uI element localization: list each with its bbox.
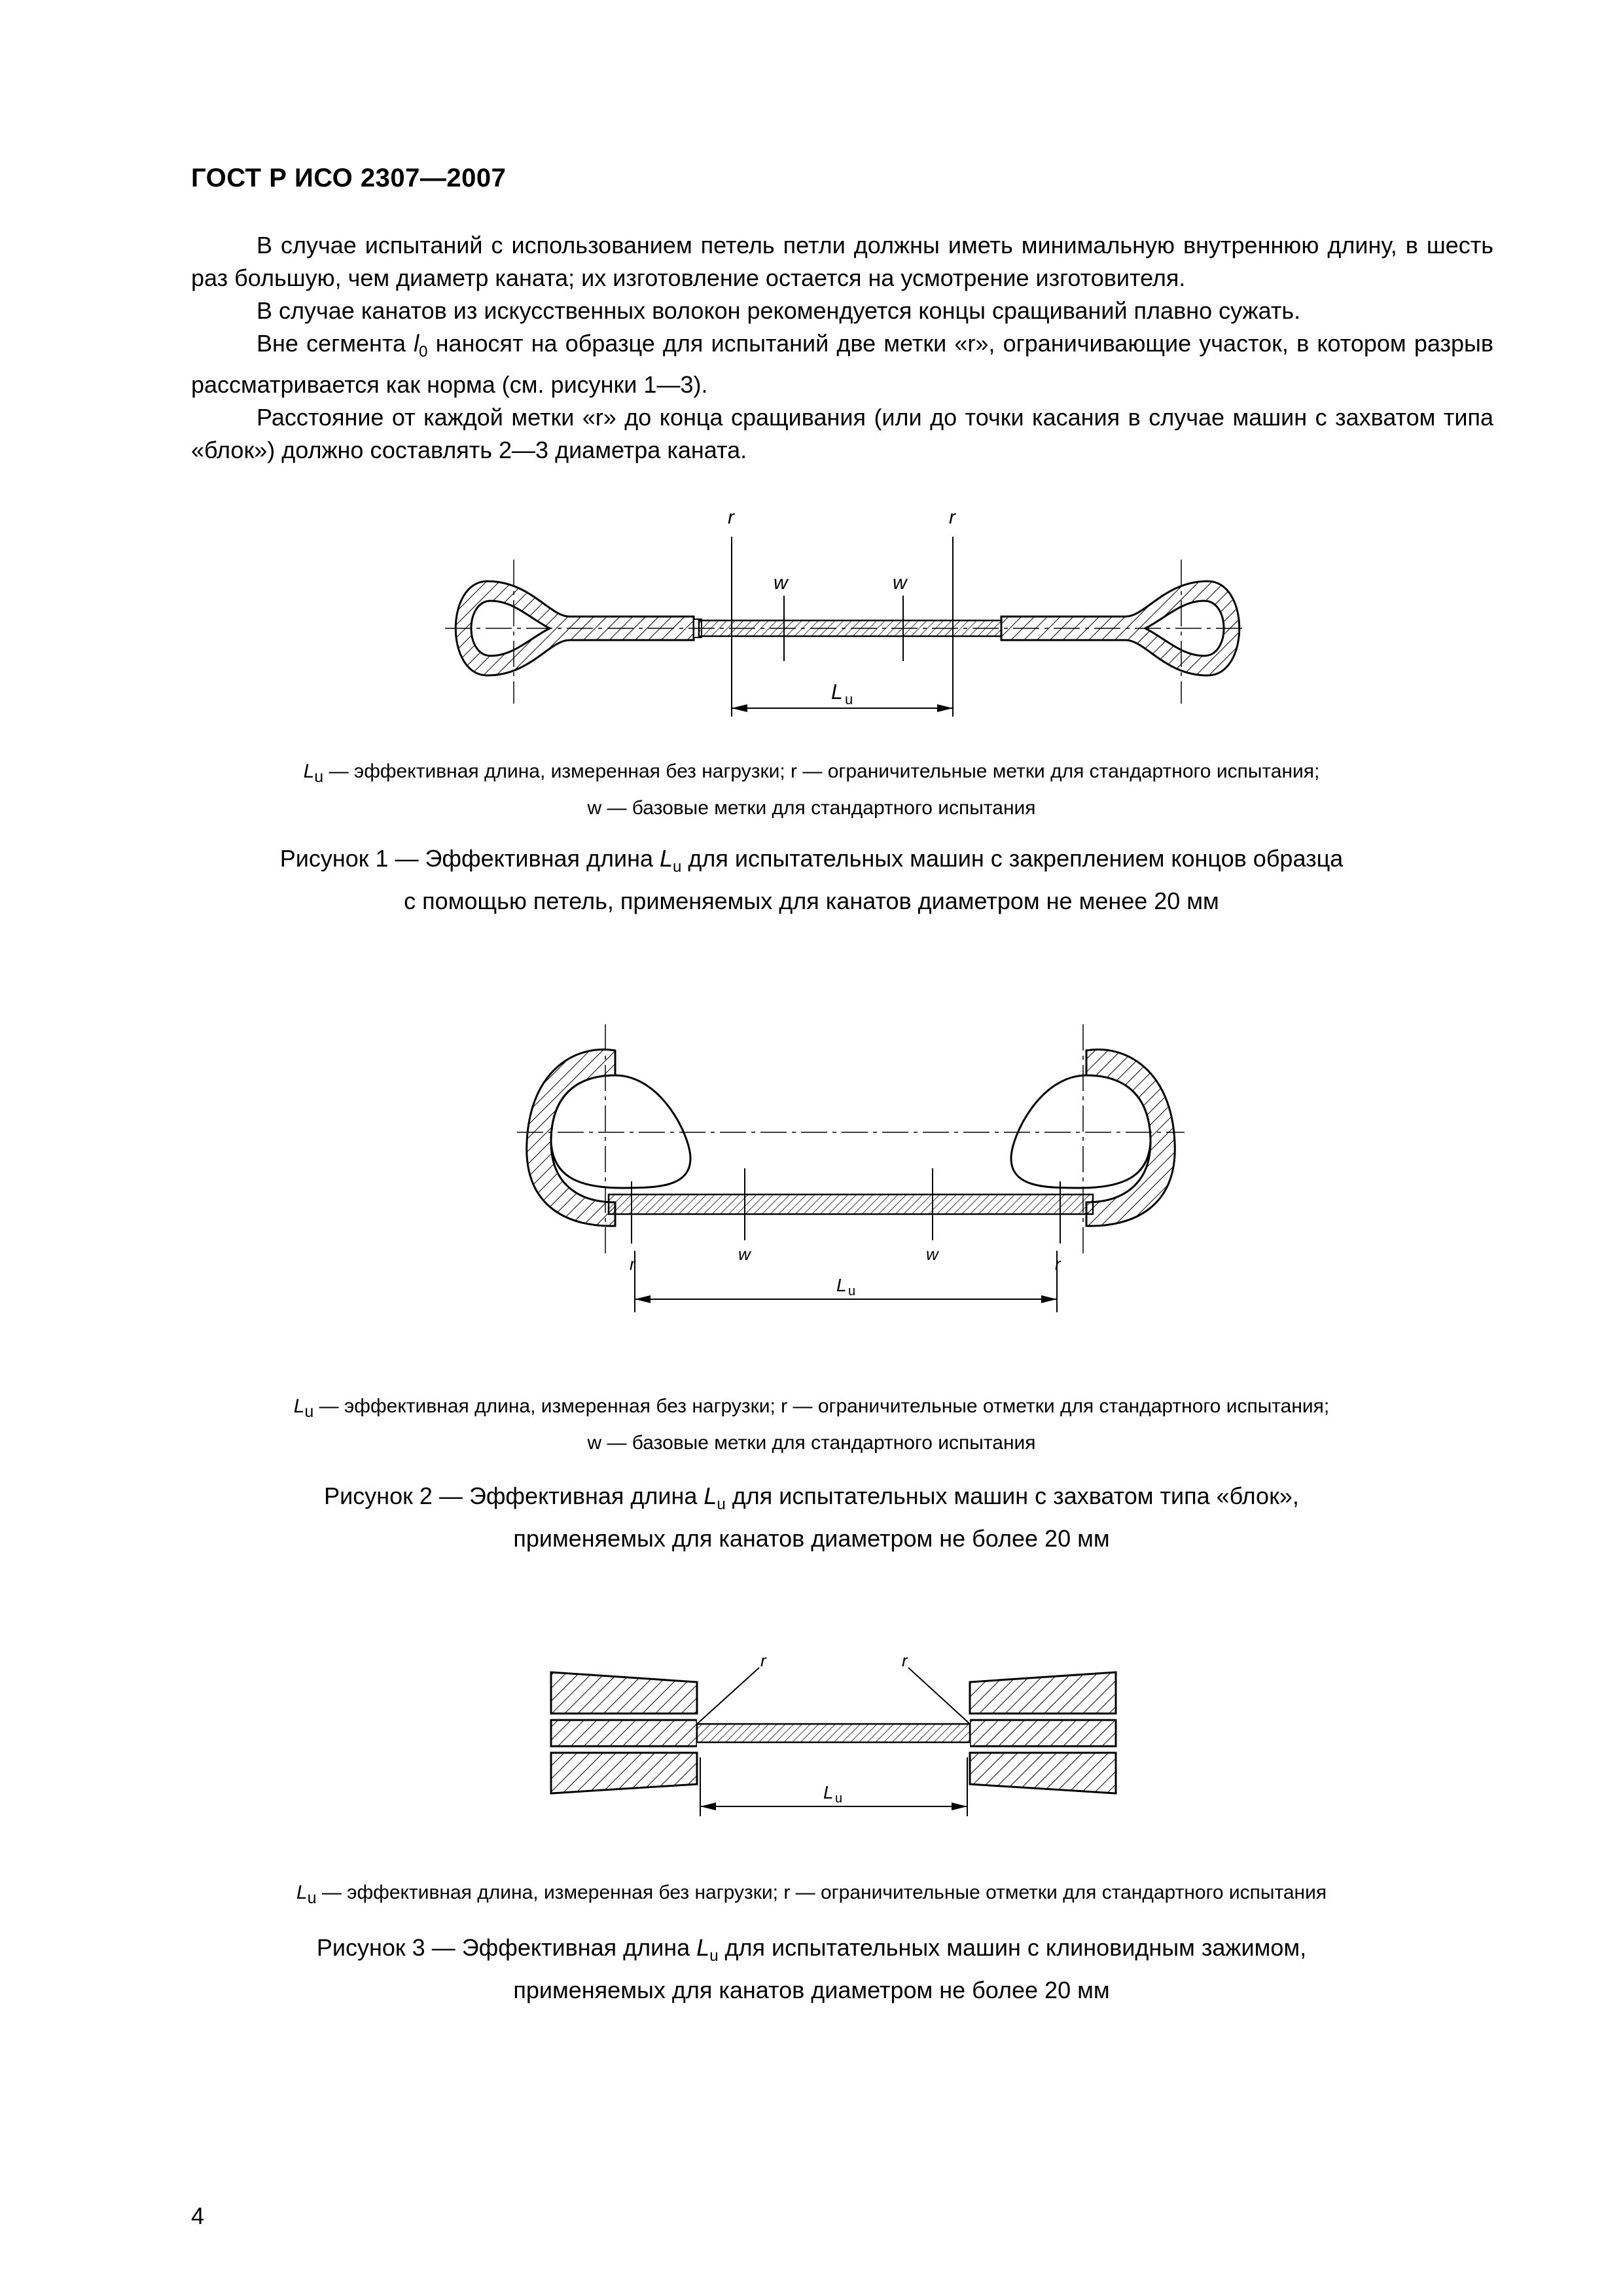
fig3-caption: Рисунок 3 — Эффективная длина $L_u$ для испытательных машин с клиновидным зажимом, применяемых для канатов диаметром не более 20 мм (0, 1931, 1623, 2007)
fig3-caption-line2: применяемых для канатов диаметром не более 20 мм (513, 1977, 1110, 2004)
paragraph-1: В случае испытаний с использованием петель петли должны иметь минимальную внутреннюю длину, в шесть раз большую, чем диаметр каната; их изготовление остается на усмотрение изготовителя. (191, 232, 1493, 291)
paragraph-4: Расстояние от каждой метки «r» до конца сращивания (или до точки касания в случае машин с захватом типа «блок») должно составлять 2—3 диаметра каната. (191, 404, 1493, 464)
fig3-left-wedge (551, 1672, 697, 1793)
fig2-rope (609, 1194, 1093, 1214)
fig1-label-w-right: w (893, 572, 907, 594)
fig1-caption: Рисунок 1 — Эффективная длина $L_u$ для испытательных машин с закреплением концов образца с помощью петель, применяемых для канатов диаметром не менее 20 мм (0, 842, 1623, 918)
document-header: ГОСТ Р ИСО 2307—2007 (191, 164, 507, 192)
fig3-label-r-left: r (760, 1651, 766, 1670)
fig1-caption-line2: с помощью петель, применяемых для канатов диаметром не менее 20 мм (404, 888, 1219, 915)
fig1-label-lu-sub: u (845, 691, 853, 708)
p3-before: Вне сегмента (257, 330, 414, 357)
fig3-label-lu-sub: u (835, 1791, 843, 1806)
figure-3-drawing (0, 1643, 1623, 1826)
fig2-caption-line2: применяемых для канатов диаметром не более 20 мм (513, 1525, 1110, 1552)
paragraph-3 (191, 327, 1493, 401)
fig2-label-r-right: r (1055, 1254, 1061, 1274)
fig1-label-w-left: w (774, 572, 788, 594)
fig2-legend-line2: w — базовые метки для стандартного испытания (587, 1432, 1036, 1454)
fig2-legend-line1: — эффективная длина, измеренная без нагрузки; r — ограничительные отметки для стандартного испытания; (319, 1395, 1330, 1417)
body-text (191, 229, 1493, 467)
p3-after: наносят на образце для испытаний две метки «r», ограничивающие участок, в котором разрыв рассматривается как норма (см. рисунки 1—3). (191, 330, 1493, 399)
p3-var: l (414, 330, 419, 357)
fig3-legend-line1: — эффективная длина, измеренная без нагрузки; r — ограничительные отметки для стандартного испытания (321, 1882, 1327, 1903)
fig2-label-w-right: w (926, 1244, 938, 1264)
fig3-label-r-right: r (902, 1651, 908, 1670)
figure-2-drawing (0, 1018, 1623, 1332)
fig1-legend-line2: w — базовые метки для стандартного испытания (587, 797, 1036, 819)
figure-1-drawing (0, 497, 1623, 740)
fig3-rope (697, 1724, 970, 1742)
fig2-label-r-left: r (630, 1254, 635, 1274)
fig1-legend: $L_u$ — эффективная длина, измеренная без нагрузки; r — ограничительные метки для стандартного испытания; w — базовые метки для стандартного испытания (0, 756, 1623, 824)
fig2-label-lu: L (836, 1275, 847, 1295)
paragraph-2: В случае канатов из искусственных волокон рекомендуется концы сращиваний плавно сужать. (257, 297, 1301, 324)
fig2-legend: $L_u$ — эффективная длина, измеренная без нагрузки; r — ограничительные отметки для стандартного испытания; w — базовые метки для стандартного испытания (0, 1391, 1623, 1459)
fig1-label-r-left: r (728, 507, 734, 528)
fig3-legend: $L_u$ — эффективная длина, измеренная без нагрузки; r — ограничительные отметки для стандартного испытания (296, 1882, 1327, 1907)
fig1-legend-symbol: L (303, 761, 315, 782)
fig2-label-w-left: w (738, 1244, 751, 1264)
fig2-caption: Рисунок 2 — Эффективная длина $L_u$ для испытательных машин с захватом типа «блок», применяемых для канатов диаметром не более 20 мм (0, 1479, 1623, 1556)
fig3-label-lu: L (823, 1782, 834, 1803)
fig1-legend-line1: — эффективная длина, измеренная без нагрузки; r — ограничительные метки для стандартного испытания; (329, 761, 1320, 782)
fig2-label-lu-sub: u (848, 1284, 856, 1299)
page-number: 4 (191, 2202, 205, 2229)
fig1-label-r-right: r (949, 507, 955, 528)
fig1-label-lu: L (831, 680, 843, 704)
fig3-right-wedge (970, 1672, 1116, 1793)
p3-sub: 0 (419, 343, 428, 361)
